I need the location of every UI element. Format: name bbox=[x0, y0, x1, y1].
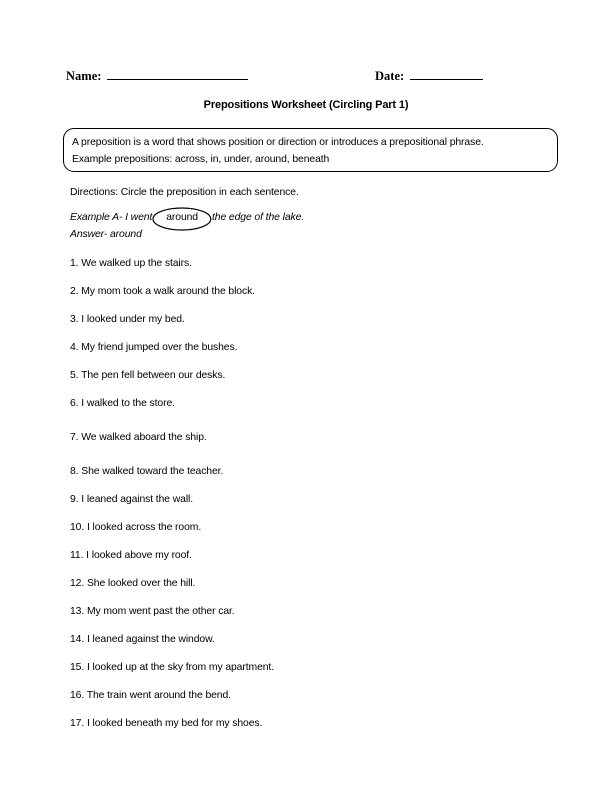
sentence-text: The train went around the bend. bbox=[84, 690, 231, 701]
sentence-list bbox=[70, 257, 540, 745]
sentence-item[interactable] bbox=[70, 717, 540, 745]
page-title: Prepositions Worksheet (Circling Part 1) bbox=[203, 99, 409, 111]
sentence-number: 2. bbox=[70, 286, 79, 297]
sentence-number: 7. bbox=[70, 432, 79, 443]
sentence-number: 10. bbox=[70, 522, 85, 533]
sentence-text: I looked above my roof. bbox=[83, 550, 192, 561]
sentence-text: I leaned against the wall. bbox=[78, 494, 194, 505]
sentence-text: I looked beneath my bed for my shoes. bbox=[84, 718, 263, 729]
sentence-item[interactable] bbox=[70, 633, 540, 661]
sentence-number: 14. bbox=[70, 634, 85, 645]
sentence-text: She looked over the hill. bbox=[84, 578, 196, 589]
sentence-number: 1. bbox=[70, 258, 79, 269]
date-label: Date: bbox=[375, 69, 405, 83]
sentence-item[interactable] bbox=[70, 313, 540, 341]
sentence-text: I looked under my bed. bbox=[78, 314, 185, 325]
sentence-text: My mom took a walk around the block. bbox=[78, 286, 255, 297]
sentence-number: 6. bbox=[70, 398, 79, 409]
sentence-text: I looked up at the sky from my apartment. bbox=[84, 662, 274, 673]
sentence-text: I looked across the room. bbox=[84, 522, 202, 533]
sentence-number: 8. bbox=[70, 466, 79, 477]
sentence-item[interactable] bbox=[70, 341, 540, 369]
directions-text: Directions: Circle the preposition in each sentence. bbox=[70, 187, 299, 198]
example-block bbox=[70, 212, 490, 240]
date-field-group bbox=[375, 68, 483, 83]
example-prefix: Example A- I went bbox=[70, 212, 153, 223]
sentence-text: My mom went past the other car. bbox=[84, 606, 235, 617]
sentence-number: 16. bbox=[70, 690, 85, 701]
sentence-number: 9. bbox=[70, 494, 79, 505]
header-row bbox=[66, 68, 546, 90]
sentence-text: We walked aboard the ship. bbox=[78, 432, 207, 443]
definition-line-1: A preposition is a word that shows position or direction or introduces a prepositional phrase. bbox=[72, 137, 484, 148]
sentence-number: 3. bbox=[70, 314, 79, 325]
date-input-blank[interactable] bbox=[410, 68, 483, 80]
name-label: Name: bbox=[66, 69, 102, 83]
sentence-item[interactable] bbox=[70, 689, 540, 717]
sentence-item[interactable] bbox=[70, 465, 540, 493]
example-answer: Answer- around bbox=[70, 229, 142, 240]
sentence-number: 13. bbox=[70, 606, 85, 617]
name-field-group bbox=[66, 68, 248, 83]
sentence-item[interactable] bbox=[70, 605, 540, 633]
sentence-item[interactable] bbox=[70, 285, 540, 313]
circled-word-text: around bbox=[166, 212, 198, 223]
sentence-number: 5. bbox=[70, 370, 79, 381]
sentence-number: 17. bbox=[70, 718, 85, 729]
sentence-item[interactable] bbox=[70, 369, 540, 397]
example-sentence bbox=[70, 212, 490, 230]
sentence-text: I leaned against the window. bbox=[84, 634, 215, 645]
sentence-item[interactable] bbox=[70, 549, 540, 577]
sentence-item[interactable] bbox=[70, 425, 540, 465]
sentence-item[interactable] bbox=[70, 577, 540, 605]
sentence-text: We walked up the stairs. bbox=[78, 258, 192, 269]
sentence-text: The pen fell between our desks. bbox=[78, 370, 226, 381]
sentence-text: My friend jumped over the bushes. bbox=[78, 342, 238, 353]
definition-box bbox=[63, 128, 558, 172]
sentence-item[interactable] bbox=[70, 521, 540, 549]
sentence-item[interactable] bbox=[70, 661, 540, 689]
sentence-number: 12. bbox=[70, 578, 85, 589]
sentence-number: 15. bbox=[70, 662, 85, 673]
sentence-item[interactable] bbox=[70, 257, 540, 285]
definition-line-2: Example prepositions: across, in, under, around, beneath bbox=[72, 154, 330, 165]
circled-answer-word bbox=[152, 212, 212, 223]
sentence-item[interactable] bbox=[70, 493, 540, 521]
sentence-number: 4. bbox=[70, 342, 79, 353]
name-input-blank[interactable] bbox=[107, 68, 248, 80]
example-suffix: the edge of the lake. bbox=[212, 212, 305, 223]
sentence-text: I walked to the store. bbox=[78, 398, 175, 409]
sentence-number: 11. bbox=[70, 550, 84, 561]
sentence-item[interactable] bbox=[70, 397, 540, 425]
sentence-text: She walked toward the teacher. bbox=[78, 466, 224, 477]
